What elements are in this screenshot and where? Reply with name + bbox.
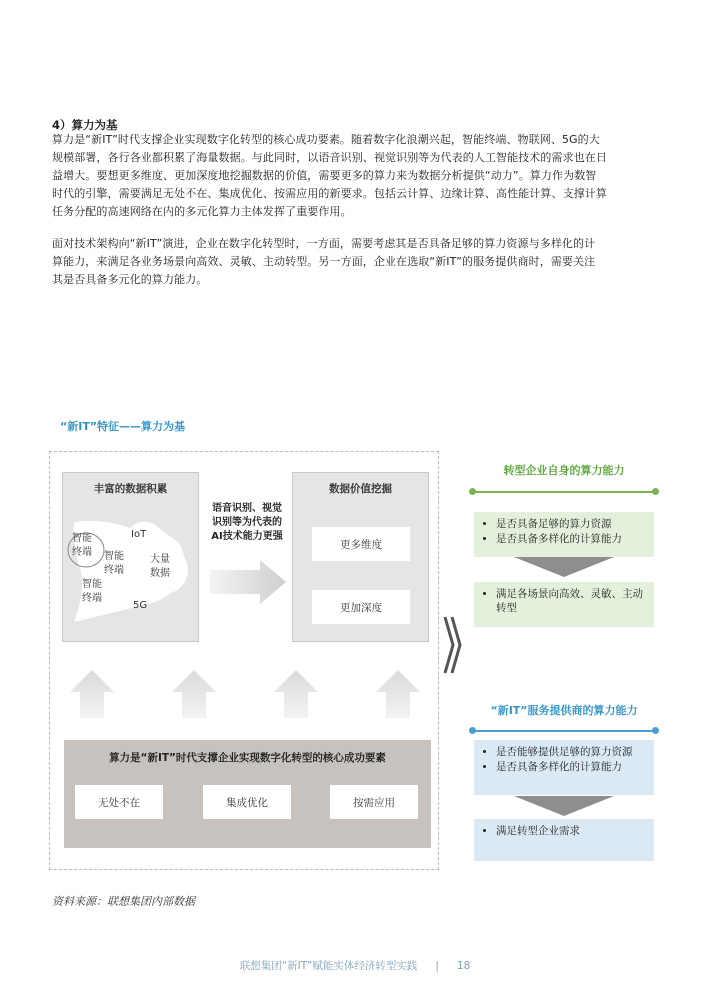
up-arrow-icon: [274, 670, 318, 718]
core-factor-item: 按需应用: [330, 785, 418, 819]
ai-capability-text: [203, 502, 291, 544]
divider-line: [472, 491, 655, 493]
up-arrow-icon: [376, 670, 420, 718]
page-number: 18: [456, 960, 471, 972]
line-endpoint: [652, 488, 659, 495]
core-factor-item: 无处不在: [75, 785, 163, 819]
paragraph-line: 规模部署，各行各业都积累了海量数据。与此同时，以语音识别、视觉识别等为代表的人工智能技术的需求也在日: [52, 151, 607, 164]
blob-label: 智能终端: [104, 551, 124, 576]
right-arrow-icon: [208, 558, 288, 606]
bullet-item: • 满足转型企业需求: [496, 825, 646, 839]
value-item: 更加深度: [312, 590, 410, 624]
arrow-text-line: 语音识别、视觉: [212, 503, 282, 514]
figure-title: “新IT”特征——算力为基: [60, 420, 186, 433]
paragraph-2: [52, 235, 662, 289]
chevron-right-icon: [443, 615, 463, 675]
paragraph-line: 任务分配的高速网络在内的多元化算力主体发挥了重要作用。: [52, 205, 352, 218]
enterprise-box-1: [474, 512, 654, 557]
source-note: 资料来源：联想集团内部数据: [52, 895, 195, 908]
line-endpoint: [652, 727, 659, 734]
section-heading: 4）算力为基: [52, 118, 118, 132]
paragraph-1: [52, 131, 662, 221]
provider-capability-title: “新IT”服务提供商的算力能力: [490, 704, 638, 717]
bullet-item: • 是否具备多样化的计算能力: [496, 761, 646, 775]
blob-label: 智能终端: [72, 533, 92, 558]
paragraph-line: 面对技术架构向“新IT”演进，企业在数字化转型时，一方面，需要考虑其是否具备足够的算力资源与多样化的计: [52, 237, 596, 250]
panel-title: 丰富的数据积累: [93, 483, 168, 495]
down-arrow-icon: [514, 796, 614, 818]
up-arrow-icon: [172, 670, 216, 718]
footer-separator: |: [435, 960, 439, 972]
enterprise-capability-title: 转型企业自身的算力能力: [503, 464, 625, 477]
arrow-text-line: AI技术能力更强: [211, 531, 283, 542]
paragraph-line: 时代的引擎，需要满足无处不在、集成优化、按需应用的新要求。包括云计算、边缘计算、高性能计算、支撑计算: [52, 187, 607, 200]
paragraph-line: 算力是“新IT”时代支撑企业实现数字化转型的核心成功要素。随着数字化浪潮兴起，智能终端、物联网、5G的大: [52, 133, 600, 146]
blob-label: 大量数据: [150, 554, 170, 579]
blob-label: IoT: [131, 529, 147, 540]
blob-label: 5G: [133, 600, 148, 611]
value-item: 更多维度: [312, 527, 410, 561]
line-endpoint: [469, 727, 476, 734]
down-arrow-icon: [514, 557, 614, 579]
bullet-item: • 满足各场景向高效、灵敏、主动转型: [496, 588, 646, 615]
provider-box-1: [474, 740, 654, 795]
divider-line: [472, 730, 655, 732]
panel-title: 数据价值挖掘: [329, 483, 392, 495]
bullet-item: • 是否具备多样化的计算能力: [496, 533, 646, 547]
paragraph-line: 益增大。要想更多维度、更加深度地挖掘数据的价值，需要更多的算力来为数据分析提供“动力”。算力作为数智: [52, 169, 597, 182]
footer-text: 联想集团“新IT”赋能实体经济转型实践: [239, 960, 418, 972]
up-arrow-icon: [70, 670, 114, 718]
arrow-text-line: 识别等为代表的: [212, 517, 282, 528]
blob-label: 智能终端: [82, 579, 102, 604]
paragraph-line: 算能力，来满足各业务场景向高效、灵敏、主动转型。另一方面，企业在选取“新IT”的服务提供商时，需要关注: [52, 255, 596, 268]
bullet-item: • 是否能够提供足够的算力资源: [496, 746, 646, 760]
enterprise-box-2: [474, 582, 654, 627]
data-value-mining-panel: [292, 472, 429, 642]
provider-box-2: [474, 819, 654, 861]
paragraph-line: 其是否具备多元化的算力能力。: [52, 273, 208, 286]
bullet-item: • 是否具备足够的算力资源: [496, 518, 646, 532]
line-endpoint: [469, 488, 476, 495]
up-arrows-graphic: [70, 668, 420, 720]
core-factor-item: 集成优化: [203, 785, 291, 819]
page-footer: [0, 958, 710, 973]
core-factor-title: 算力是“新IT”时代支撑企业实现数字化转型的核心成功要素: [109, 752, 386, 764]
